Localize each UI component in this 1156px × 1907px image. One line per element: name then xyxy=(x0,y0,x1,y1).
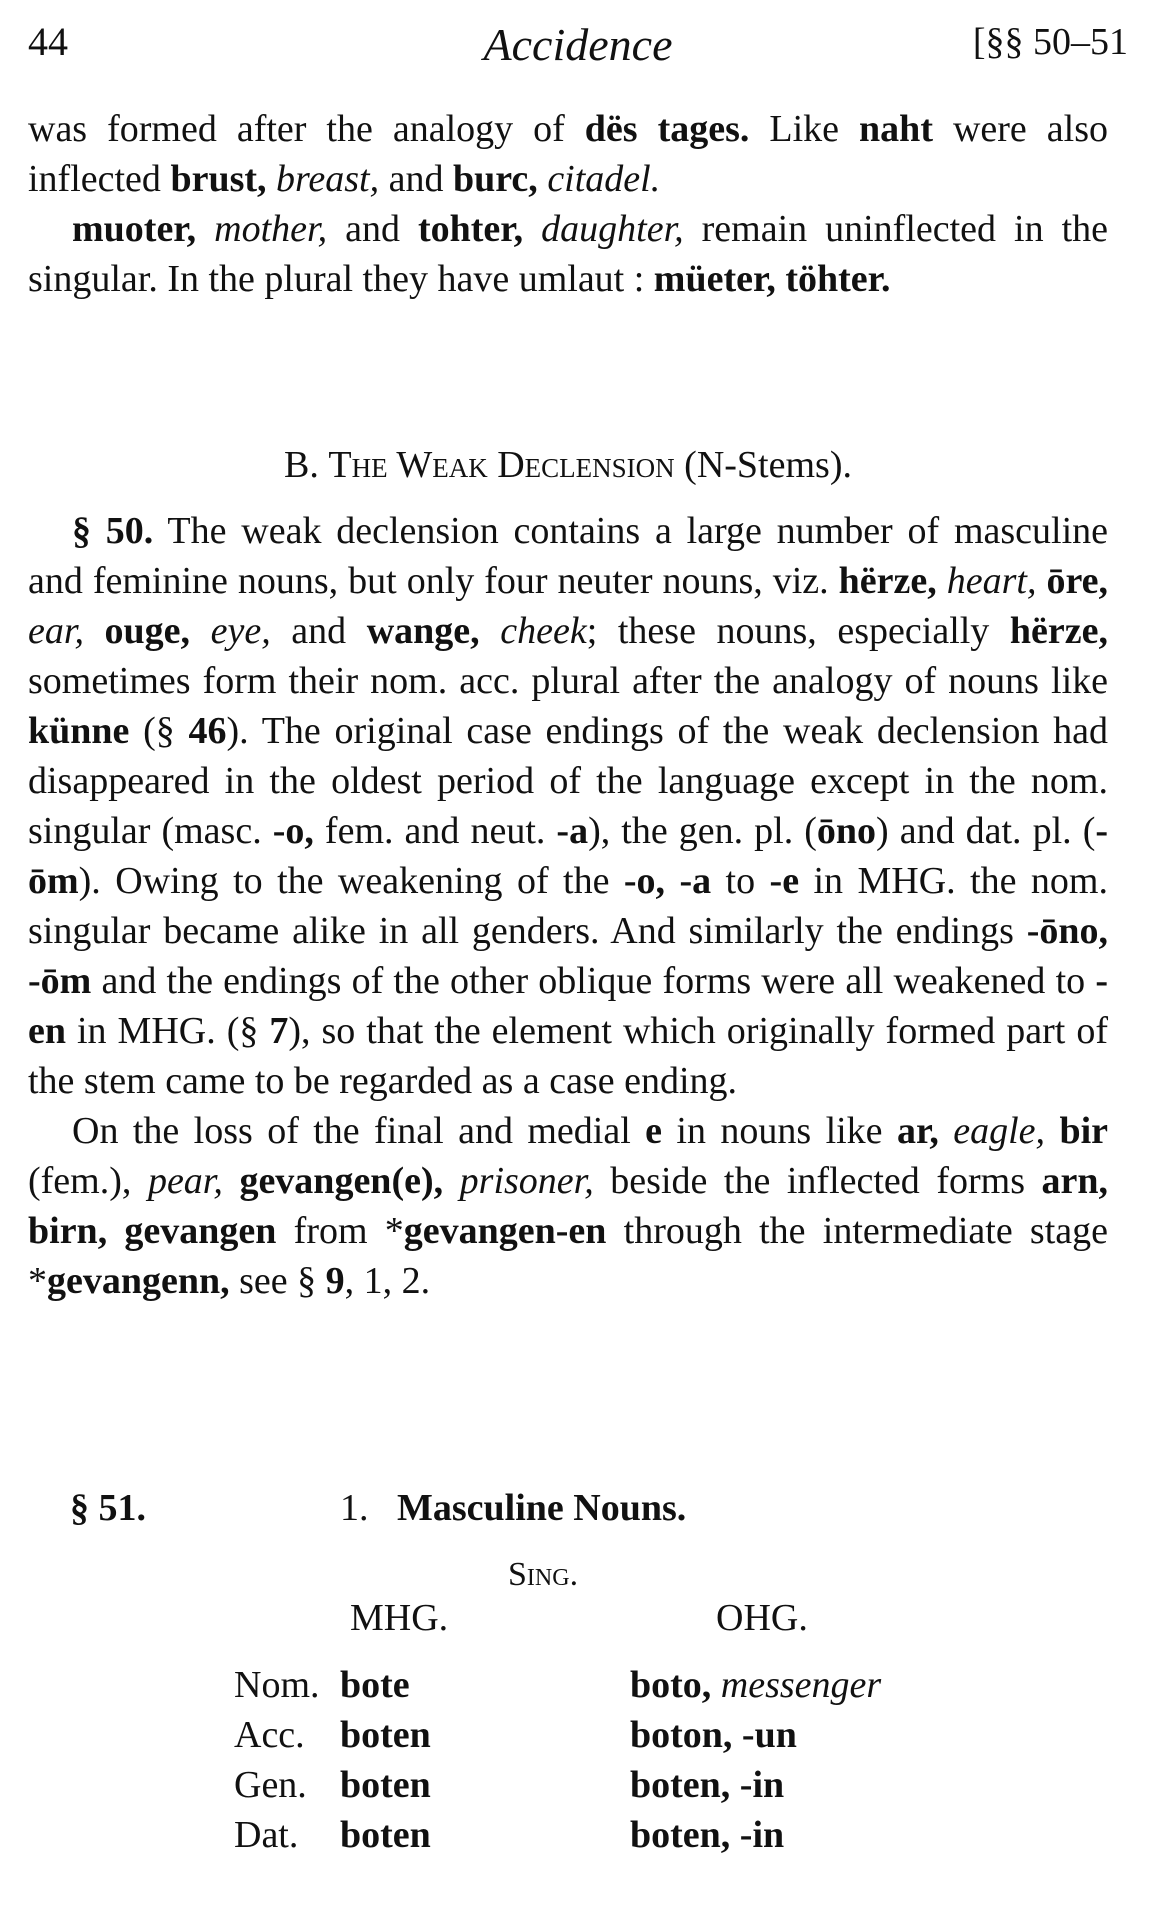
singular-label: Sing. xyxy=(508,1556,579,1593)
section-range: [§§ 50–51 xyxy=(972,21,1128,63)
paragraph-naht: was formed after the analogy of dës tages. Like naht were also inflected brust, breast, and burc, citadel. xyxy=(28,108,1109,200)
paragraph-loss-of-e: On the loss of the final and medial e in nouns like ar, eagle, bir (fem.), pear, gevangen(e), prisoner, beside the inflected forms arn, birn, gevangen from *gevangen-en through the intermediate stage *gevangenn, see § 9, 1, 2. xyxy=(28,1110,1109,1302)
paragraph-muoter: muoter, mother, and tohter, daughter, remain uninflected in the singular. In the plural they have umlaut : müeter, töhter. xyxy=(28,208,1108,300)
table-row: Nom. bote boto, messenger xyxy=(234,1664,882,1706)
table-row: Acc. boten boton, -un xyxy=(234,1714,797,1756)
running-title: Accidence xyxy=(483,19,673,70)
column-header-mhg: MHG. xyxy=(350,1597,449,1639)
paragraph-section-50: § 50. The weak declension contains a large number of masculine and feminine nouns, but only four neuter nouns, viz. hërze, heart, ōre, ear, ouge, eye, and wange, cheek; these nouns, especially hërze, sometimes form their nom. acc. plural after the analogy of nouns like künne (§ 46). The original case endings of the weak declension had disappeared in the oldest period of the language except in the nom. singular (masc. -o, fem. and neut. -a), the gen. pl. (ōno) and dat. pl. (-ōm). Owing to the weakening of the -o, -a to -e in MHG. the nom. singular became alike in all genders. And similarly the endings -ōno, -ōm and the endings of the other oblique forms were all weakened to -en in MHG. (§ 7), so that the element which originally formed part of the stem came to be regarded as a case ending. On the loss of the final and medial e in nouns like ar, eagle, bir (fem.), pear, gevangen(e), prisoner, beside the inflected forms arn, birn, gevangen from *gevangen-en through the intermediate stage *gevangenn, see § 9, 1, 2. xyxy=(28,506,1108,1306)
section-number-51: § 51. xyxy=(70,1487,146,1529)
section-heading-weak-declension: B. The Weak Declension (N-Stems). xyxy=(284,444,852,486)
column-header-ohg: OHG. xyxy=(716,1597,808,1639)
table-row: Dat. boten boten, -in xyxy=(234,1814,785,1856)
declension-table xyxy=(234,1660,881,1860)
page-header xyxy=(28,18,1128,78)
paragraph-continuation xyxy=(28,104,1108,304)
subsection-heading: 1. Masculine Nouns. xyxy=(340,1487,687,1529)
section-number-50: § 50. xyxy=(72,510,154,552)
table-row: Gen. boten boten, -in xyxy=(234,1764,785,1806)
page-number: 44 xyxy=(28,19,68,64)
